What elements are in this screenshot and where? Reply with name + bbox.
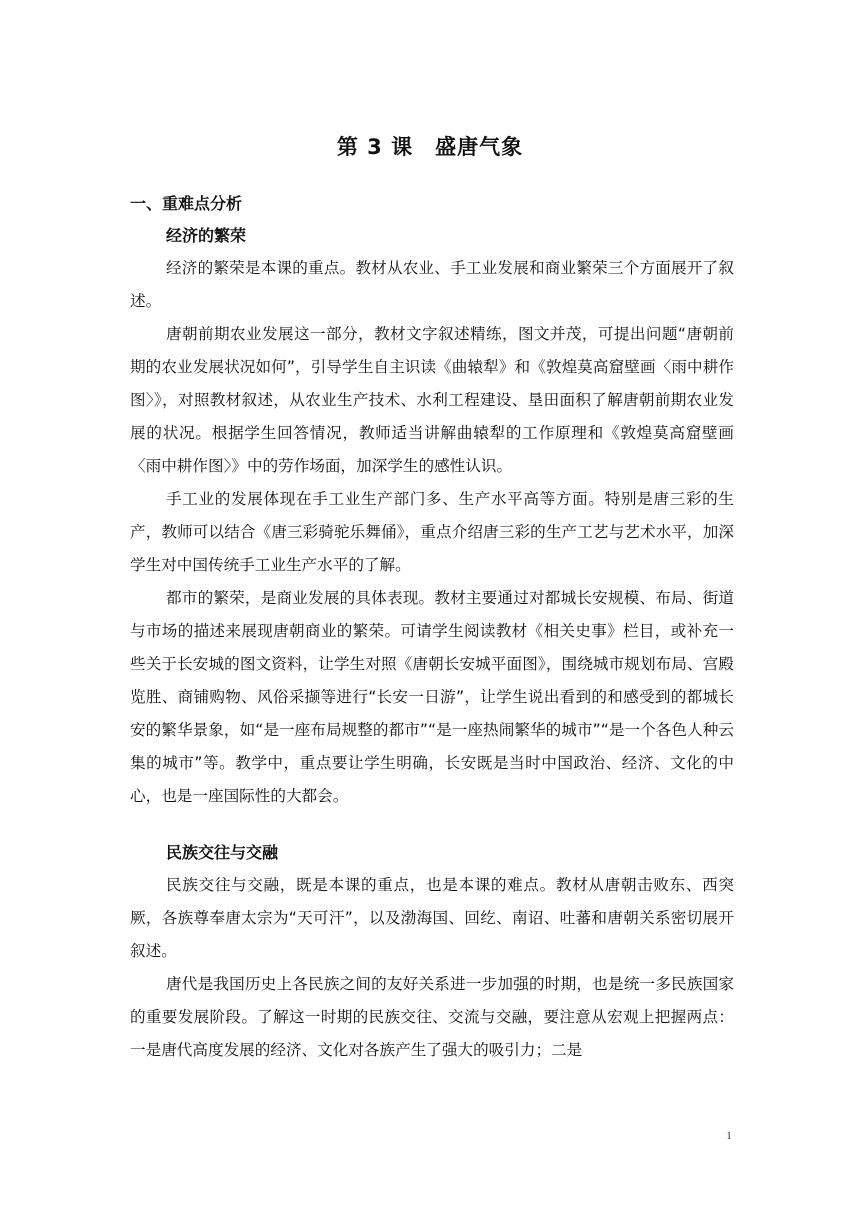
paragraph: 民族交往与交融，既是本课的重点，也是本课的难点。教材从唐朝击败东、西突厥，各族尊奉唐太宗为“天可汗”，以及渤海国、回纥、南诏、吐蕃和唐朝关系密切展开叙述。 bbox=[130, 876, 734, 960]
subsection-heading-ethnic-relations: 民族交往与交融 bbox=[166, 843, 279, 862]
paragraph: 都市的繁荣，是商业发展的具体表现。教材主要通过对都城长安规模、布局、街道与市场的描述来展现唐朝商业的繁荣。可请学生阅读教材《相关史事》栏目，或补充一些关于长安城的图文资料，让学生对照《唐朝长安城平面图》，围绕城市规划布局、宫殿览胜、商铺购物、风俗采撷等进行“长安一日游”，让学生说出看到的和感受到的都城长安的繁华景象，如“是一座布局规整的都市”“是一座热闹繁华的城市”“是一个各色人种云集的城市”等。教学中，重点要让学生明确，长安既是当时中国政治、经济、文化的中心，也是一座国际性的大都会。 bbox=[130, 589, 734, 805]
section-spacer bbox=[130, 813, 734, 837]
page-number: 1 bbox=[726, 1131, 732, 1142]
paragraph: 手工业的发展体现在手工业生产部门多、生产水平高等方面。特别是唐三彩的生产，教师可以结合《唐三彩骑驼乐舞俑》，重点介绍唐三彩的生产工艺与艺术水平，加深学生对中国传统手工业生产水平的了解。 bbox=[130, 490, 734, 574]
document-body bbox=[130, 188, 734, 1067]
section-heading: 一、重难点分析 bbox=[130, 194, 243, 213]
subsection-heading-economy: 经济的繁荣 bbox=[166, 226, 247, 245]
paragraph: 经济的繁荣是本课的重点。教材从农业、手工业发展和商业繁荣三个方面展开了叙述。 bbox=[130, 259, 734, 310]
paragraph: 唐代是我国历史上各民族之间的友好关系进一步加强的时期，也是统一多民族国家的重要发展阶段。了解这一时期的民族交往、交流与交融，要注意从宏观上把握两点：一是唐代高度发展的经济、文化对各族产生了强大的吸引力；二是 bbox=[130, 975, 734, 1059]
paragraph: 唐朝前期农业发展这一部分，教材文字叙述精练，图文并茂，可提出问题“唐朝前期的农业发展状况如何”，引导学生自主识读《曲辕犁》和《敦煌莫高窟壁画〈雨中耕作图〉》，对照教材叙述，从农业生产技术、水利工程建设、垦田面积了解唐朝前期农业发展的状况。根据学生回答情况，教师适当讲解曲辕犁的工作原理和《敦煌莫高窟壁画〈雨中耕作图〉》中的劳作场面，加深学生的感性认识。 bbox=[130, 325, 734, 475]
page-title: 第 3 课 盛唐气象 bbox=[336, 135, 524, 159]
